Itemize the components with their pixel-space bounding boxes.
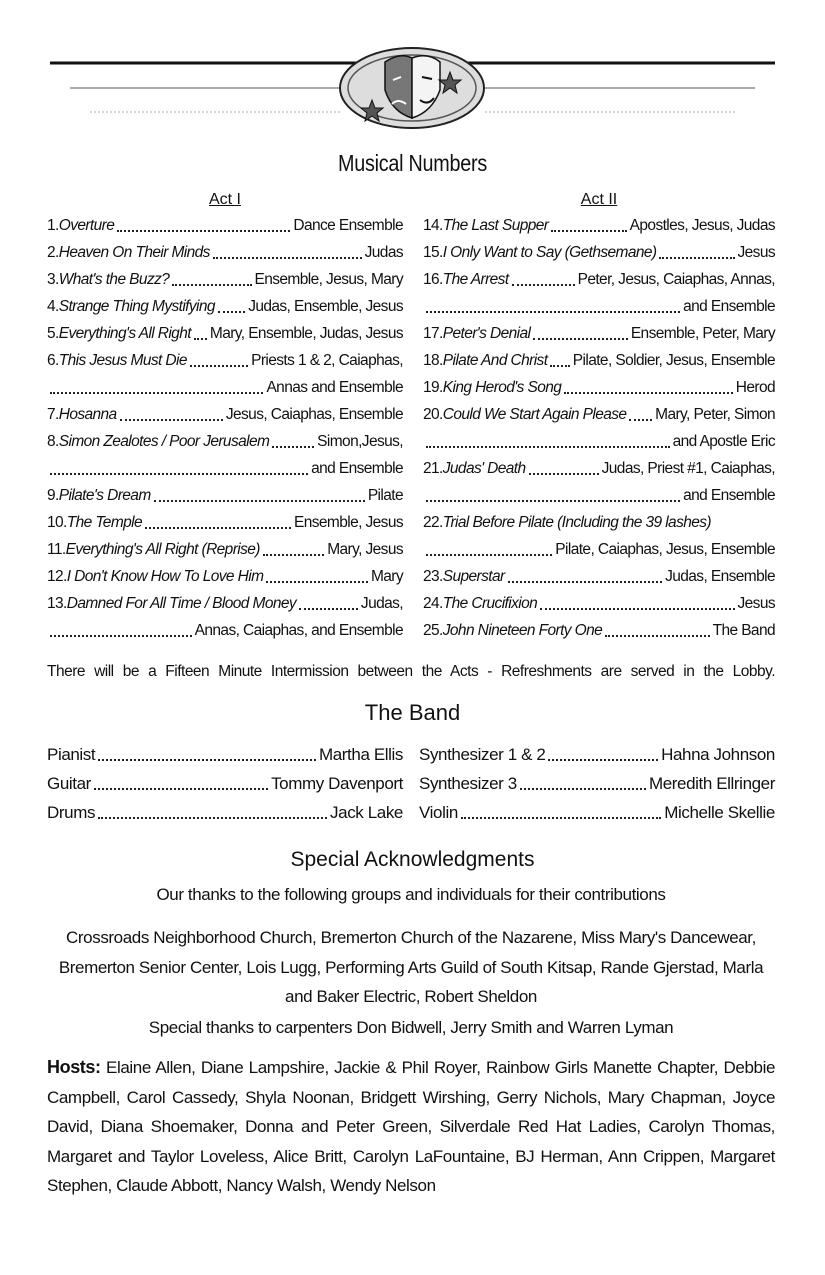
dot-leader bbox=[426, 500, 680, 502]
dot-leader bbox=[263, 554, 324, 556]
song-row bbox=[423, 590, 775, 617]
band-member-row bbox=[47, 740, 403, 769]
dot-leader bbox=[461, 817, 661, 819]
dot-leader bbox=[533, 338, 627, 340]
song-row bbox=[47, 401, 403, 428]
song-performers: Jesus bbox=[737, 595, 775, 612]
song-performers: Pilate, Caiaphas, Jesus, Ensemble bbox=[555, 541, 775, 558]
song-number: 2. bbox=[47, 244, 59, 261]
song-row bbox=[423, 320, 775, 347]
song-row bbox=[47, 590, 403, 617]
song-performers: Judas, Ensemble bbox=[665, 568, 775, 585]
song-title: Superstar bbox=[442, 568, 505, 585]
dot-leader bbox=[551, 230, 626, 232]
song-title: Damned For All Time / Blood Money bbox=[66, 595, 297, 612]
song-number: 20. bbox=[423, 406, 443, 423]
song-row bbox=[47, 347, 403, 374]
song-performers: Judas bbox=[364, 244, 403, 261]
dot-leader bbox=[529, 473, 599, 475]
band-title: The Band bbox=[364, 700, 461, 725]
band-role: Pianist bbox=[47, 745, 96, 764]
song-performers: Judas, Priest #1, Caiaphas, bbox=[601, 460, 775, 477]
song-title: Hosanna bbox=[58, 406, 117, 423]
dot-leader bbox=[50, 635, 192, 637]
song-title: I Don't Know How To Love Him bbox=[66, 568, 264, 585]
song-title: What's the Buzz? bbox=[58, 271, 170, 288]
song-number: 25. bbox=[423, 622, 443, 639]
band-member-name: Jack Lake bbox=[330, 803, 403, 822]
song-row bbox=[47, 212, 403, 239]
dot-leader bbox=[272, 446, 314, 448]
acknowledgments-groups: Crossroads Neighborhood Church, Bremerton Church of the Nazarene, Miss Mary's Dancewear, Bremerton Senior Center, Lois Lugg, Performing Arts Guild of South Kitsap, Rande Gjerstad, Marla and Baker Electric, Robert Sheldon bbox=[58, 928, 764, 1006]
band-member-row bbox=[47, 798, 403, 827]
song-row bbox=[47, 374, 403, 401]
song-row bbox=[47, 536, 403, 563]
song-performers: Ensemble, Peter, Mary bbox=[630, 325, 775, 342]
song-row bbox=[47, 509, 403, 536]
dot-leader bbox=[117, 230, 290, 232]
band-role: Synthesizer 3 bbox=[419, 774, 517, 793]
dot-leader bbox=[426, 446, 670, 448]
song-title: Overture bbox=[58, 217, 115, 234]
song-number: 1. bbox=[47, 217, 59, 234]
song-title: Everything's All Right (Reprise) bbox=[65, 541, 260, 558]
song-row bbox=[423, 428, 775, 455]
song-title: Judas' Death bbox=[442, 460, 526, 477]
song-number: 11. bbox=[47, 541, 66, 558]
song-number: 22. bbox=[423, 514, 443, 531]
song-performers: Dance Ensemble bbox=[293, 217, 403, 234]
act2-heading: Act II bbox=[580, 191, 618, 208]
song-row bbox=[423, 455, 775, 482]
song-title: Peter's Denial bbox=[442, 325, 531, 342]
song-performers: Mary bbox=[370, 568, 403, 585]
acknowledgments-carpenters: Special thanks to carpenters Don Bidwell, Jerry Smith and Warren Lyman bbox=[148, 1018, 674, 1037]
dot-leader bbox=[98, 817, 327, 819]
song-number: 7. bbox=[47, 406, 59, 423]
song-row bbox=[47, 293, 403, 320]
act1-heading: Act I bbox=[208, 191, 241, 208]
dot-leader bbox=[426, 311, 680, 313]
song-performers: and Ensemble bbox=[311, 460, 403, 477]
song-performers: Priests 1 & 2, Caiaphas, bbox=[251, 352, 403, 369]
hosts-label: Hosts: bbox=[47, 1057, 101, 1077]
song-number: 4. bbox=[47, 298, 59, 315]
song-number: 12. bbox=[47, 568, 67, 585]
song-title: Pilate's Dream bbox=[58, 487, 151, 504]
band-role: Violin bbox=[419, 803, 458, 822]
dot-leader bbox=[194, 338, 207, 340]
song-performers: Annas, Caiaphas, and Ensemble bbox=[194, 622, 403, 639]
dot-leader bbox=[629, 419, 652, 421]
band-member-name: Tommy Davenport bbox=[271, 774, 403, 793]
song-performers: Judas, bbox=[360, 595, 403, 612]
song-number: 9. bbox=[47, 487, 59, 504]
song-number: 13. bbox=[47, 595, 67, 612]
dot-leader bbox=[190, 365, 248, 367]
song-title: Pilate And Christ bbox=[442, 352, 548, 369]
song-row bbox=[47, 320, 403, 347]
song-title: Could We Start Again Please bbox=[442, 406, 627, 423]
song-performers: Judas, Ensemble, Jesus bbox=[248, 298, 403, 315]
song-number: 3. bbox=[47, 271, 59, 288]
song-row bbox=[47, 482, 403, 509]
song-performers: Mary, Ensemble, Judas, Jesus bbox=[209, 325, 403, 342]
song-performers: and Ensemble bbox=[683, 487, 775, 504]
band-member-row bbox=[47, 769, 403, 798]
song-title: King Herod's Song bbox=[442, 379, 562, 396]
act1-column bbox=[47, 188, 403, 644]
band-member-name: Martha Ellis bbox=[318, 745, 403, 764]
song-performers: Peter, Jesus, Caiaphas, Annas, bbox=[577, 271, 775, 288]
song-title: The Arrest bbox=[442, 271, 509, 288]
song-performers: Simon,Jesus, bbox=[317, 433, 403, 450]
dot-leader bbox=[154, 500, 365, 502]
theatre-mask-emblem-icon bbox=[340, 48, 484, 128]
dot-leader bbox=[145, 527, 291, 529]
dot-leader bbox=[564, 392, 732, 394]
dot-leader bbox=[218, 311, 245, 313]
song-row bbox=[47, 455, 403, 482]
song-performers: Jesus, Caiaphas, Ensemble bbox=[225, 406, 403, 423]
song-row bbox=[423, 293, 775, 320]
song-title: Strange Thing Mystifying bbox=[58, 298, 215, 315]
song-performers: Pilate, Soldier, Jesus, Ensemble bbox=[572, 352, 775, 369]
band-left-column bbox=[47, 740, 403, 827]
song-row bbox=[423, 617, 775, 644]
dot-leader bbox=[120, 419, 223, 421]
song-performers: Annas and Ensemble bbox=[266, 379, 403, 396]
song-row bbox=[423, 509, 775, 536]
song-number: 21. bbox=[423, 460, 443, 477]
song-performers: Ensemble, Jesus bbox=[293, 514, 403, 531]
hosts-paragraph bbox=[47, 1053, 775, 1201]
band-role: Synthesizer 1 & 2 bbox=[419, 745, 546, 764]
song-number: 8. bbox=[47, 433, 59, 450]
song-row bbox=[423, 212, 775, 239]
dot-leader bbox=[94, 788, 268, 790]
song-title: This Jesus Must Die bbox=[58, 352, 187, 369]
song-performers: Jesus bbox=[737, 244, 775, 261]
song-row bbox=[423, 563, 775, 590]
song-number: 24. bbox=[423, 595, 443, 612]
song-title: Trial Before Pilate (Including the 39 lashes) bbox=[442, 514, 711, 531]
header-ornament bbox=[0, 0, 825, 140]
intermission-note bbox=[47, 663, 775, 681]
dot-leader bbox=[266, 581, 368, 583]
band-member-name: Michelle Skellie bbox=[664, 803, 775, 822]
band-member-row bbox=[419, 740, 775, 769]
song-row bbox=[423, 266, 775, 293]
song-title: Simon Zealotes / Poor Jerusalem bbox=[58, 433, 270, 450]
dot-leader bbox=[512, 284, 575, 286]
dot-leader bbox=[540, 608, 734, 610]
song-title: Everything's All Right bbox=[58, 325, 191, 342]
band-member-name: Meredith Ellringer bbox=[648, 774, 775, 793]
dot-leader bbox=[520, 788, 646, 790]
dot-leader bbox=[50, 392, 263, 394]
song-number: 18. bbox=[423, 352, 443, 369]
song-row bbox=[47, 266, 403, 293]
band-member-row bbox=[419, 769, 775, 798]
song-performers: and Apostle Eric bbox=[672, 433, 775, 450]
song-number: 6. bbox=[47, 352, 59, 369]
song-title: Heaven On Their Minds bbox=[58, 244, 210, 261]
dot-leader bbox=[605, 635, 709, 637]
song-number: 16. bbox=[423, 271, 443, 288]
intermission-text: There will be a Fifteen Minute Intermission between the Acts - Refreshments are served in the Lobby. bbox=[47, 663, 775, 680]
dot-leader bbox=[548, 759, 658, 761]
song-performers: Pilate bbox=[367, 487, 403, 504]
song-row bbox=[423, 347, 775, 374]
page-title: Musical Numbers bbox=[338, 150, 487, 176]
song-number: 17. bbox=[423, 325, 443, 342]
song-row bbox=[47, 239, 403, 266]
song-row bbox=[423, 374, 775, 401]
song-title: The Last Supper bbox=[442, 217, 549, 234]
acknowledgments-title: Special Acknowledgments bbox=[290, 848, 535, 871]
song-number: 10. bbox=[47, 514, 67, 531]
song-performers: The Band bbox=[712, 622, 775, 639]
song-row bbox=[423, 482, 775, 509]
song-row bbox=[423, 401, 775, 428]
dot-leader bbox=[508, 581, 663, 583]
song-performers: and Ensemble bbox=[683, 298, 775, 315]
song-row bbox=[423, 239, 775, 266]
acknowledgments-intro: Our thanks to the following groups and individuals for their contributions bbox=[156, 885, 666, 904]
hosts-list: Elaine Allen, Diane Lampshire, Jackie & Phil Royer, Rainbow Girls Manette Chapter, Debbie Campbell, Carol Cassedy, Shyla Noonan, Bridgett Wirshing, Gerry Nichols, Mary Chapman, Joyce David, Diana Shoemaker, Donna and Peter Green, Silverdale Red Hat Ladies, Carolyn Thomas, Margaret and Taylor Loveless, Alice Britt, Carolyn LaFountaine, BJ Herman, Ann Crippen, Margaret Stephen, Claude Abbott, Nancy Walsh, Wendy Nelson bbox=[47, 1058, 775, 1195]
song-row bbox=[47, 428, 403, 455]
band-member-name: Hahna Johnson bbox=[661, 745, 775, 764]
dot-leader bbox=[98, 759, 316, 761]
song-title: I Only Want to Say (Gethsemane) bbox=[442, 244, 657, 261]
song-title: The Crucifixion bbox=[442, 595, 538, 612]
band-role: Guitar bbox=[47, 774, 91, 793]
song-number: 23. bbox=[423, 568, 443, 585]
song-number: 19. bbox=[423, 379, 443, 396]
song-row bbox=[47, 617, 403, 644]
song-performers: Ensemble, Jesus, Mary bbox=[254, 271, 403, 288]
dot-leader bbox=[213, 257, 362, 259]
band-role: Drums bbox=[47, 803, 96, 822]
dot-leader bbox=[299, 608, 358, 610]
song-title: The Temple bbox=[66, 514, 143, 531]
song-performers: Apostles, Jesus, Judas bbox=[629, 217, 775, 234]
act2-column bbox=[423, 188, 775, 644]
dot-leader bbox=[659, 257, 734, 259]
song-performers: Mary, Jesus bbox=[327, 541, 403, 558]
song-title: John Nineteen Forty One bbox=[442, 622, 603, 639]
dot-leader bbox=[50, 473, 308, 475]
song-number: 14. bbox=[423, 217, 443, 234]
dot-leader bbox=[550, 365, 569, 367]
song-row bbox=[47, 563, 403, 590]
band-member-row bbox=[419, 798, 775, 827]
song-row bbox=[423, 536, 775, 563]
song-number: 5. bbox=[47, 325, 59, 342]
song-performers: Mary, Peter, Simon bbox=[655, 406, 775, 423]
song-number: 15. bbox=[423, 244, 443, 261]
dot-leader bbox=[426, 554, 552, 556]
dot-leader bbox=[172, 284, 251, 286]
song-performers: Herod bbox=[735, 379, 775, 396]
band-right-column bbox=[419, 740, 775, 827]
